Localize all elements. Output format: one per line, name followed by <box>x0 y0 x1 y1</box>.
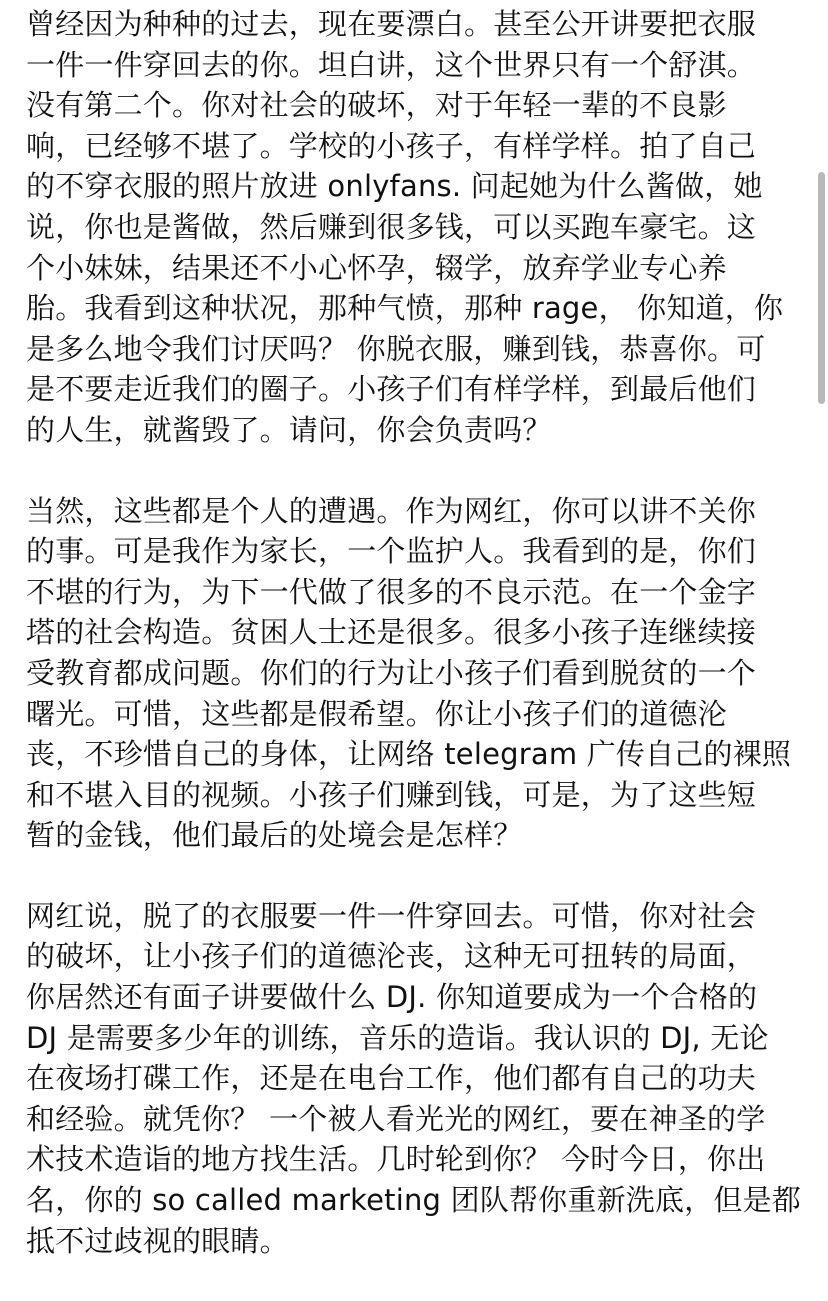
post-body <box>26 4 806 1301</box>
text-line: 丧，不珍惜自己的身体，让网络 telegram 广传自己的裸照 <box>26 737 792 772</box>
text-line: DJ 是需要多少年的训练，音乐的造诣。我认识的 DJ, 无论 <box>26 1020 769 1055</box>
text-line: 你居然还有面子讲要做什么 DJ. 你知道要成为一个合格的 <box>26 980 758 1015</box>
text-line: 的不穿衣服的照片放进 onlyfans. 问起她为什么酱做，她 <box>26 169 763 204</box>
text-line: 是不要走近我们的圈子。小孩子们有样学样，到最后他们 <box>26 372 757 407</box>
text-line: 当然，这些都是个人的遭遇。作为网红，你可以讲不关你 <box>26 493 757 528</box>
text-line: 是多么地令我们讨厌吗？ 你脱衣服，赚到钱，恭喜你。可 <box>26 331 766 366</box>
text-line: 曙光。可惜，这些都是假希望。你让小孩子们的道德沦 <box>26 696 727 731</box>
scrollbar-thumb[interactable] <box>818 172 825 404</box>
text-line: 网红说，脱了的衣服要一件一件穿回去。可惜，你对社会 <box>26 898 757 933</box>
text-line: 的破坏，让小孩子们的道德沦丧，这种无可扭转的局面， <box>26 939 757 974</box>
paragraph-3 <box>26 896 806 1261</box>
text-line: 名，你的 so called marketing 团队帮你重新洗底，但是都 <box>26 1183 801 1218</box>
text-line: 曾经因为种种的过去，现在要漂白。甚至公开讲要把衣服 <box>26 7 757 41</box>
text-line: 术技术造诣的地方找生活。几时轮到你？ 今时今日，你出 <box>26 1142 766 1177</box>
text-line: 响，已经够不堪了。学校的小孩子，有样学样。拍了自己 <box>26 128 757 163</box>
text-line: 塔的社会构造。贫困人士还是很多。很多小孩子连继续接 <box>26 615 757 650</box>
text-line: 抵不过歧视的眼睛。 <box>26 1223 289 1258</box>
text-line: 说，你也是酱做，然后赚到很多钱，可以买跑车豪宅。这 <box>26 209 757 244</box>
text-line: 没有第二个。你对社会的破坏，对于年轻一辈的不良影 <box>26 88 727 123</box>
text-line: 暂的金钱，他们最后的处境会是怎样？ <box>26 818 523 853</box>
text-line: 在夜场打碟工作，还是在电台工作，他们都有自己的功夫 <box>26 1061 757 1096</box>
text-line: 一件一件穿回去的你。坦白讲，这个世界只有一个舒淇。 <box>26 47 757 82</box>
text-line: 个小妹妹，结果还不小心怀孕，辍学，放弃学业专心养 <box>26 250 727 285</box>
text-line: 胎。我看到这种状况，那种气愤，那种 rage， 你知道，你 <box>26 291 784 326</box>
text-line: 不堪的行为，为下一代做了很多的不良示范。在一个金字 <box>26 574 757 609</box>
text-line: 和经验。就凭你？ 一个被人看光光的网红，要在神圣的学 <box>26 1101 766 1136</box>
text-line: 的事。可是我作为家长，一个监护人。我看到的是，你们 <box>26 534 757 569</box>
text-line: 的人生，就酱毁了。请问，你会负责吗？ <box>26 412 552 447</box>
text-line: 受教育都成问题。你们的行为让小孩子们看到脱贫的一个 <box>26 655 757 690</box>
text-line: 和不堪入目的视频。小孩子们赚到钱，可是，为了这些短 <box>26 777 757 812</box>
paragraph-2 <box>26 491 806 856</box>
paragraph-1 <box>26 4 806 451</box>
